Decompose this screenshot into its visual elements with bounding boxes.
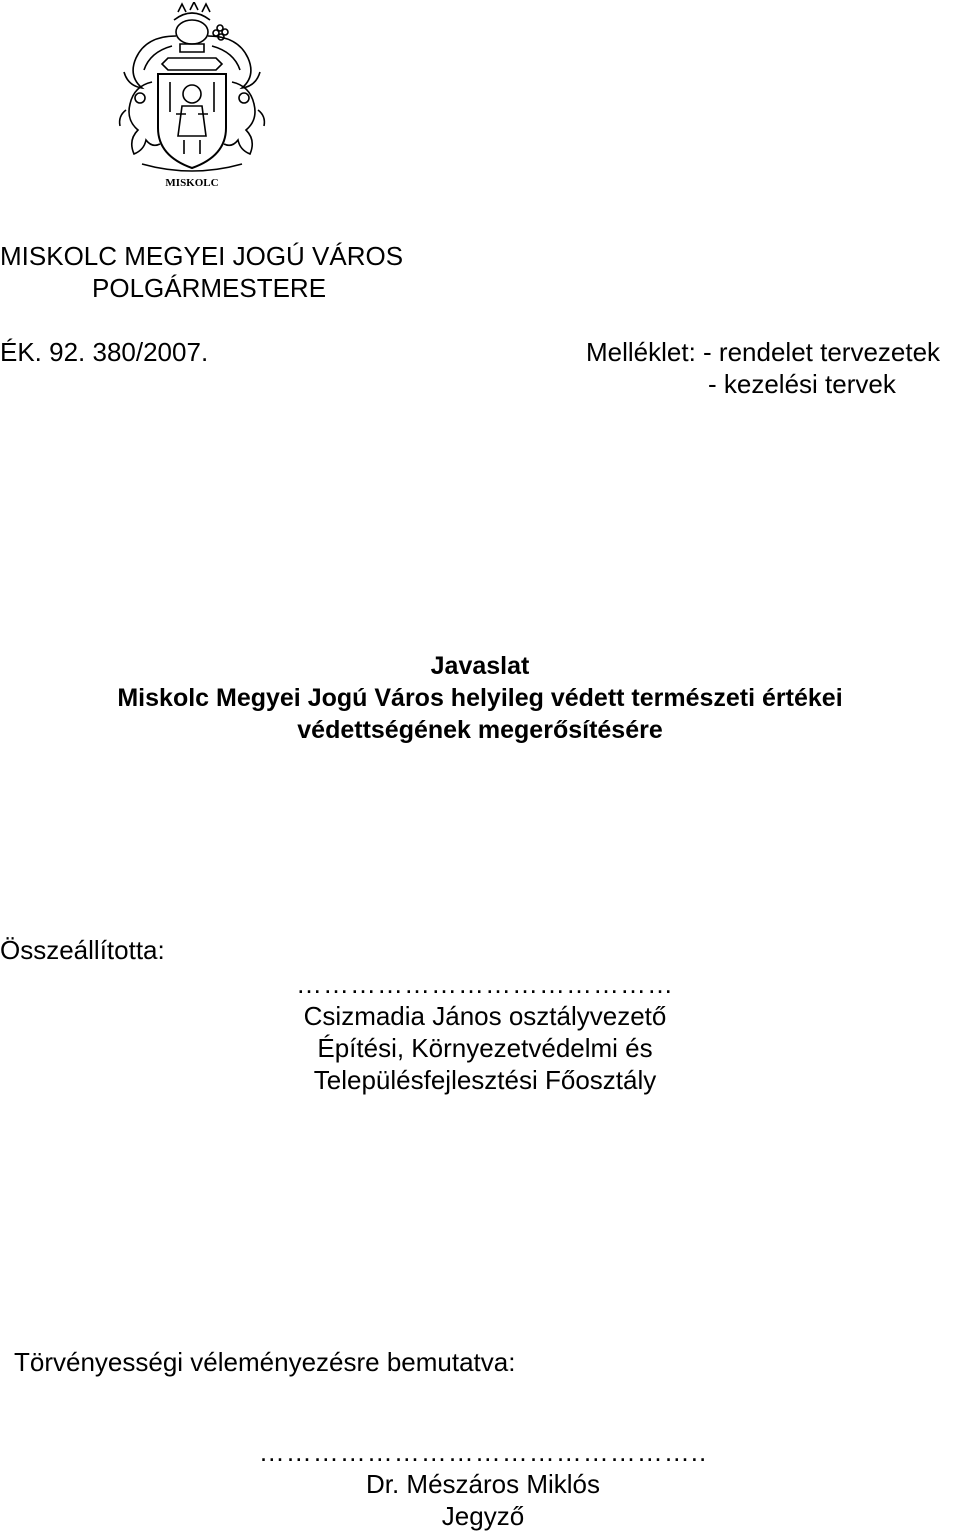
compiler-name: Csizmadia János osztályvezető <box>303 1001 667 1031</box>
proposal-title <box>0 650 960 746</box>
annex-line-1: Melléklet: - rendelet tervezetek <box>586 337 941 367</box>
title-line-2: Miskolc Megyei Jogú Város helyileg védett természeti értékei <box>117 684 843 712</box>
title-line-3: védettségének megerősítésére <box>297 716 663 744</box>
issuer-line-2: POLGÁRMESTERE <box>92 273 327 303</box>
legal-review-block <box>250 1436 716 1532</box>
signature-line: ………………………………………….. <box>258 1437 708 1467</box>
file-number: ÉK. 92. 380/2007. <box>0 337 209 367</box>
department-line-1: Építési, Környezetvédelmi és <box>317 1033 653 1063</box>
signer-name: Dr. Mészáros Miklós <box>365 1469 601 1499</box>
city-coat-of-arms <box>112 2 272 190</box>
compiled-by-label: Összeállította: <box>0 935 165 965</box>
title-line-1: Javaslat <box>430 652 530 680</box>
annex-line-2: - kezelési tervek <box>708 369 896 399</box>
compiled-by-block <box>270 968 700 1096</box>
department-line-2: Településfejlesztési Főosztály <box>313 1065 657 1095</box>
legal-review-label: Törvényességi véleményezésre bemutatva: <box>14 1347 516 1377</box>
signer-role: Jegyző <box>441 1501 525 1531</box>
issuer-line-1: MISKOLC MEGYEI JOGÚ VÁROS <box>0 241 404 271</box>
signature-line: …………………………………… <box>296 969 674 999</box>
crest-caption: MISKOLC <box>165 177 219 189</box>
